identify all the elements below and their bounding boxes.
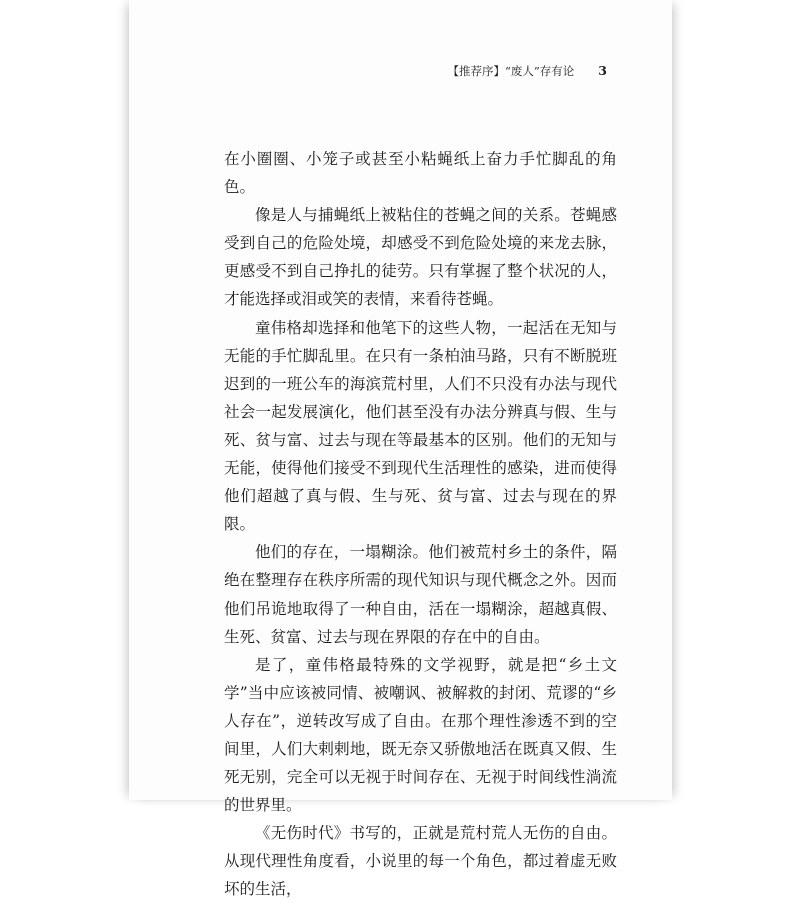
paragraph: 在小圈圈、小笼子或甚至小粘蝇纸上奋力手忙脚乱的角色。 [224, 150, 617, 197]
paragraph: 他们的存在，一塌糊涂。他们被荒村乡土的条件，隔绝在整理存在秩序所需的现代知识与现代概念之外。因而他们吊诡地取得了一种自由，活在一塌糊涂，超越真假、生死、贫富、过去与现在界限的存在中的自由。 [224, 543, 617, 646]
paragraph: 是了，童伟格最特殊的文学视野，就是把“乡土文学”当中应该被同情、被嘲讽、被解救的封闭、荒谬的“乡人存在”，逆转改写成了自由。在那个理性渗透不到的空间里，人们大剌剌地，既无奈又骄傲地活在既真又假、生死无别，完全可以无视于时间存在、无视于时间线性淌流的世界里。 [224, 655, 617, 815]
page-number: 3 [598, 63, 607, 78]
chapter-title: 【推荐序】“废人”存有论 [447, 64, 575, 78]
paragraph: 像是人与捕蝇纸上被粘住的苍蝇之间的关系。苍蝇感受到自己的危险处境，却感受不到危险处境的来龙去脉，更感受不到自己挣扎的徒劳。只有掌握了整个状况的人，才能选择或泪或笑的表情，来看待苍蝇。 [224, 206, 617, 309]
book-page [129, 0, 672, 899]
paragraph: 《无伤时代》书写的，正就是荒村荒人无伤的自由。从现代理性角度看，小说里的每一个角色，都过着虚无败坏的生活， [224, 824, 617, 899]
running-header [448, 63, 607, 79]
paragraph: 童伟格却选择和他笔下的这些人物，一起活在无知与无能的手忙脚乱里。在只有一条柏油马路，只有不断脱班迟到的一班公车的海滨荒村里，人们不只没有办法与现代社会一起发展演化，他们甚至没有办法分辨真与假、生与死、贫与富、过去与现在等最基本的区别。他们的无知与无能，使得他们接受不到现代生活理性的感染，进而使得他们超越了真与假、生与死、贫与富、过去与现在的界限。 [224, 318, 617, 534]
body-text [224, 145, 617, 904]
